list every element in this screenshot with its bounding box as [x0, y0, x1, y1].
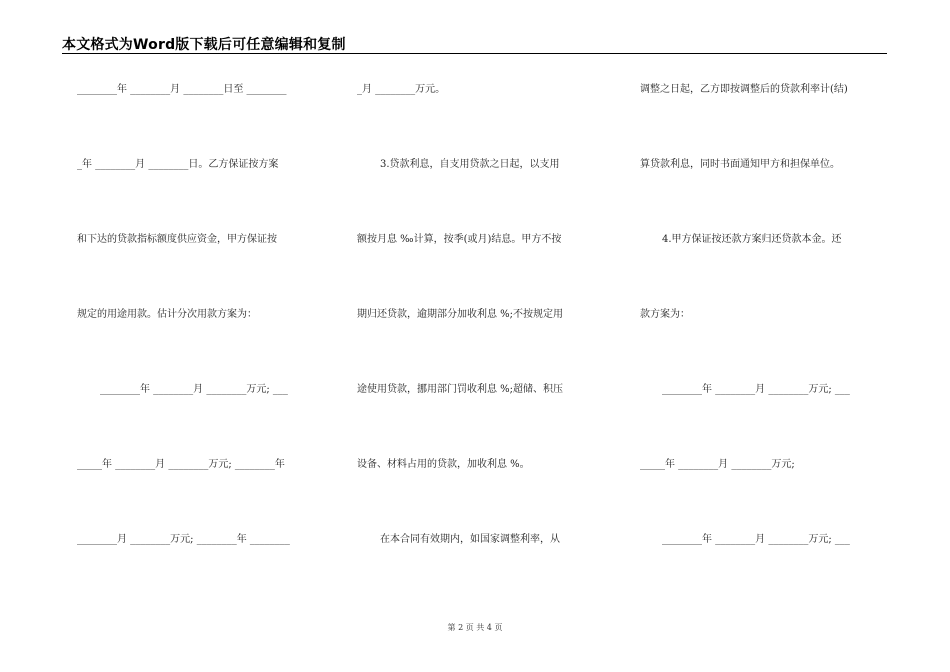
header-divider — [62, 53, 887, 54]
text-line: ________年 ________月 ________日至 ________ — [77, 84, 287, 95]
text-line: 款方案为： — [640, 309, 690, 320]
text-line: 算贷款利息，同时书面通知甲方和担保单位。 — [640, 159, 840, 170]
document-header-title: 本文格式为Word版下载后可任意编辑和复制 — [62, 37, 346, 53]
text-line: _月 ________万元。 — [357, 84, 446, 95]
text-line: 额按月息 ‰计算，按季(或月)结息。甲方不按 — [357, 234, 562, 245]
text-line: 调整之日起，乙方即按调整后的贷款利率计(结) — [640, 84, 848, 95]
page-footer: 第 2 页 共 4 页 — [447, 623, 503, 632]
text-line: ________年 ________月 ________万元; ___ — [100, 384, 288, 395]
text-line: _年 ________月 ________日。乙方保证按方案 — [77, 159, 279, 170]
text-line: 和下达的贷款指标额度供应资金，甲方保证按 — [77, 234, 277, 245]
text-line: 设备、材料占用的贷款，加收利息 %。 — [357, 459, 530, 470]
text-line: _____年 ________月 ________万元; — [640, 459, 795, 470]
text-line: 期归还贷款，逾期部分加收利息 %;不按规定用 — [357, 309, 564, 320]
text-line: ________年 ________月 ________万元; ___ — [662, 384, 850, 395]
text-line: ________月 ________万元; ________年 ________ — [77, 534, 290, 545]
text-line: ________年 ________月 ________万元; ___ — [662, 534, 850, 545]
text-line: 规定的用途用款。估计分次用款方案为： — [77, 309, 257, 320]
text-line: 4.甲方保证按还款方案归还贷款本金。还 — [662, 234, 842, 245]
text-line: 3.贷款利息，自支用贷款之日起，以支用 — [380, 159, 560, 170]
text-line: 在本合同有效期内，如国家调整利率，从 — [380, 534, 560, 545]
text-line: 途使用贷款，挪用部门罚收利息 %;超储、积压 — [357, 384, 564, 395]
text-line: _____年 ________月 ________万元; ________年 — [77, 459, 285, 470]
